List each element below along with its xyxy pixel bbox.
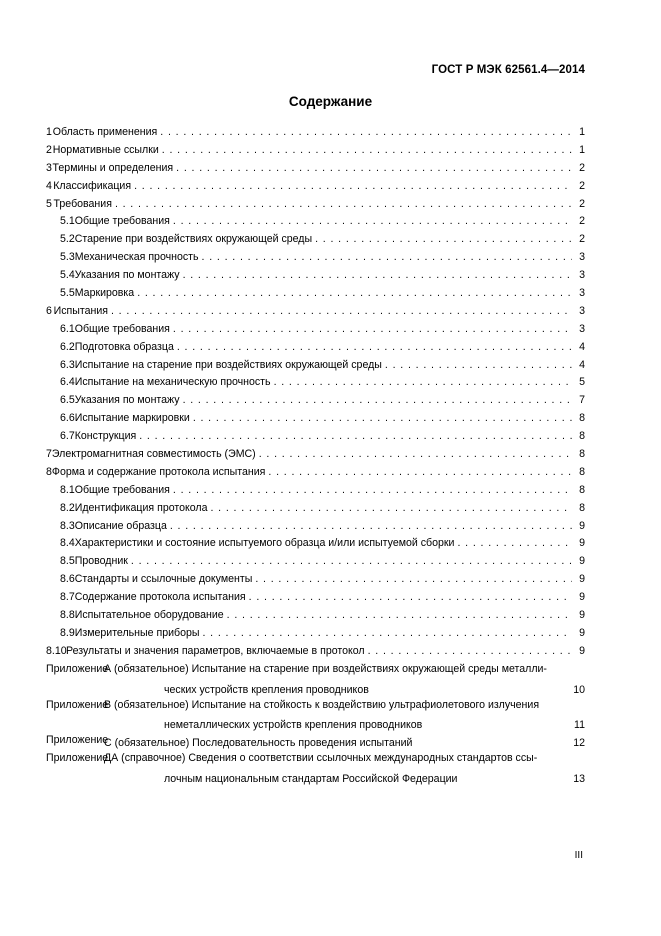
toc-entry-page: 9 <box>579 537 585 550</box>
toc-entry[interactable] <box>46 446 585 464</box>
annex-title-line: А (обязательное) Испытание на старение при воздействиях окружающей среды металли- <box>104 662 547 675</box>
toc-entry[interactable] <box>46 589 585 607</box>
annex-title-continuation: ческих устройств крепления проводников <box>164 683 369 696</box>
toc-entry-title: Измерительные приборы <box>74 626 200 639</box>
toc-entry-title: Идентификация протокола <box>74 501 208 514</box>
toc-entry[interactable] <box>46 500 585 518</box>
annex-title-continuation: лочным национальным стандартам Российской Федерации <box>164 773 458 786</box>
toc-entry[interactable] <box>46 249 585 267</box>
toc-entry-page: 2 <box>579 161 585 174</box>
toc-entry-page: 4 <box>579 358 585 371</box>
dot-leader <box>183 392 572 406</box>
toc-entry-page: 2 <box>579 215 585 228</box>
toc-entry[interactable] <box>46 571 585 589</box>
toc-entry-number: 4 <box>46 179 52 192</box>
toc-entry[interactable] <box>46 482 585 500</box>
toc-entry-number: 6.1 <box>60 322 75 335</box>
toc-entry[interactable] <box>46 518 585 536</box>
toc-entry-number: 8.3 <box>60 519 75 532</box>
toc-entry-number: 8.2 <box>60 501 75 514</box>
toc-entry[interactable] <box>46 142 585 160</box>
toc-entry-page: 8 <box>579 412 585 425</box>
annex-label: Приложение <box>46 698 109 711</box>
toc-entry-number: 6.3 <box>60 358 75 371</box>
dot-leader <box>368 643 572 657</box>
dot-leader <box>177 339 572 353</box>
toc-entry-page: 2 <box>579 197 585 210</box>
toc-entry-title: Испытание на старение при воздействиях окружающей среды <box>74 358 382 371</box>
table-of-contents <box>46 124 585 786</box>
toc-entry-title: Указания по монтажу <box>74 269 180 282</box>
dot-leader <box>170 518 572 532</box>
toc-entry-number: 8.5 <box>60 555 75 568</box>
toc-entry-number: 6.7 <box>60 430 75 443</box>
toc-entry-title: Общие требования <box>74 322 170 335</box>
dot-leader <box>255 571 572 585</box>
toc-entry-title: Описание образца <box>74 519 167 532</box>
dot-leader <box>274 374 572 388</box>
annex-label: Приложение <box>46 752 109 765</box>
dot-leader <box>385 357 572 371</box>
annex-page: 10 <box>573 683 585 696</box>
toc-entry-number: 8.1 <box>60 483 75 496</box>
toc-entry[interactable] <box>46 321 585 339</box>
toc-entry-number: 8 <box>46 465 52 478</box>
toc-entry-number: 5.2 <box>60 233 75 246</box>
toc-entry-number: 6 <box>46 304 52 317</box>
toc-entry-title: Общие требования <box>74 483 170 496</box>
dot-leader <box>111 303 572 317</box>
toc-entry-number: 6.5 <box>60 394 75 407</box>
toc-entry-page: 2 <box>579 179 585 192</box>
dot-leader <box>131 553 572 567</box>
dot-leader <box>134 178 572 192</box>
annex-label: Приложение <box>46 662 109 675</box>
toc-entry-page: 3 <box>579 322 585 335</box>
toc-entry-page: 1 <box>579 126 585 138</box>
toc-entry[interactable] <box>46 267 585 285</box>
dot-leader <box>211 500 573 514</box>
toc-entry-title: Испытание маркировки <box>74 412 190 425</box>
toc-entry-title: Проводник <box>74 555 128 568</box>
toc-entry-title: Стандарты и ссылочные документы <box>74 573 253 586</box>
toc-entry-page: 1 <box>579 143 585 156</box>
annex-entry[interactable] <box>46 697 585 733</box>
toc-entry-title: Электромагнитная совместимость (ЭМС) <box>51 448 256 461</box>
annex-label: Приложение <box>46 734 109 747</box>
toc-entry-title: Старение при воздействиях окружающей среды <box>74 233 313 246</box>
toc-entry[interactable] <box>46 410 585 428</box>
toc-entry-title: Общие требования <box>74 215 170 228</box>
toc-entry-title: Подготовка образца <box>74 340 174 353</box>
toc-entry-page: 3 <box>579 269 585 282</box>
dot-leader <box>460 768 570 782</box>
toc-entry[interactable] <box>46 553 585 571</box>
dot-leader <box>202 249 572 263</box>
toc-entry[interactable] <box>46 357 585 375</box>
toc-entry-title: Испытание на механическую прочность <box>74 376 271 389</box>
toc-entry-page: 8 <box>579 448 585 461</box>
toc-entry-page: 8 <box>579 430 585 443</box>
toc-entry-page: 9 <box>579 644 585 657</box>
toc-entry-title: Испытательное оборудование <box>74 609 224 622</box>
toc-entry[interactable] <box>46 607 585 625</box>
toc-entry[interactable] <box>46 196 585 214</box>
dot-leader <box>268 464 572 478</box>
annex-page: 12 <box>573 737 585 750</box>
toc-entry-number: 8.10 <box>46 644 67 657</box>
annex-title-line: ДА (справочное) Сведения о соответствии ссылочных международных стандартов ссы- <box>104 752 538 765</box>
toc-entry-title: Классификация <box>53 179 132 192</box>
dot-leader <box>259 446 572 460</box>
toc-entry-number: 6.6 <box>60 412 75 425</box>
toc-entry-number: 8.6 <box>60 573 75 586</box>
toc-entry[interactable] <box>46 231 585 249</box>
dot-leader <box>457 535 572 549</box>
toc-entry-page: 7 <box>579 394 585 407</box>
dot-leader <box>415 732 570 746</box>
toc-entry-title: Конструкция <box>74 430 137 443</box>
dot-leader <box>183 267 572 281</box>
toc-entry-page: 9 <box>579 626 585 639</box>
dot-leader <box>173 213 572 227</box>
dot-leader <box>372 679 570 693</box>
toc-entry-number: 5.3 <box>60 251 75 264</box>
toc-entry-page: 9 <box>579 609 585 622</box>
toc-entry[interactable] <box>46 625 585 643</box>
page-title: Содержание <box>288 94 373 109</box>
dot-leader <box>137 285 572 299</box>
toc-entry-title: Результаты и значения параметров, включаемые в протокол <box>66 644 365 657</box>
toc-entry-number: 5.1 <box>60 215 75 228</box>
toc-entry-title: Требования <box>53 197 112 210</box>
toc-entry-page: 3 <box>579 304 585 317</box>
standard-code: ГОСТ Р МЭК 62561.4—2014 <box>431 64 585 76</box>
toc-entry-page: 5 <box>579 376 585 389</box>
toc-entry-title: Испытания <box>53 304 108 317</box>
toc-entry[interactable] <box>46 124 585 142</box>
dot-leader <box>115 196 572 210</box>
dot-leader <box>425 714 571 728</box>
toc-entry-page: 9 <box>579 591 585 604</box>
toc-entry-page: 4 <box>579 340 585 353</box>
dot-leader <box>193 410 572 424</box>
toc-entry-title: Маркировка <box>74 287 135 300</box>
toc-entry-page: 2 <box>579 233 585 246</box>
toc-entry[interactable] <box>46 303 585 321</box>
toc-entry-title: Термины и определения <box>52 161 174 174</box>
toc-entry-title: Содержание протокола испытания <box>74 591 246 604</box>
toc-entry-page: 3 <box>579 287 585 300</box>
toc-entry-page: 8 <box>579 501 585 514</box>
toc-entry-number: 6.4 <box>60 376 75 389</box>
dot-leader <box>315 231 572 245</box>
toc-entry-number: 6.2 <box>60 340 75 353</box>
toc-entry[interactable] <box>46 643 585 661</box>
annex-title-line: С (обязательное) Последовательность проведения испытаний <box>104 737 413 750</box>
toc-entry-number: 7 <box>46 448 52 461</box>
dot-leader <box>139 428 572 442</box>
dot-leader <box>202 625 572 639</box>
page-number: III <box>574 850 583 861</box>
toc-entry[interactable] <box>46 464 585 482</box>
dot-leader <box>173 321 572 335</box>
toc-entry-title: Указания по монтажу <box>74 394 180 407</box>
toc-entry-title: Форма и содержание протокола испытания <box>51 465 266 478</box>
toc-entry-page: 8 <box>579 465 585 478</box>
dot-leader <box>176 160 572 174</box>
toc-entry-title: Область применения <box>52 126 158 138</box>
dot-leader <box>173 482 572 496</box>
toc-entry-number: 5.5 <box>60 287 75 300</box>
toc-entry-title: Механическая прочность <box>74 251 199 264</box>
toc-entry[interactable] <box>46 213 585 231</box>
annex-title-line: В (обязательное) Испытание на стойкость к воздействию ультрафиолетового излучения <box>104 698 540 711</box>
toc-entry-number: 5 <box>46 197 52 210</box>
toc-entry-page: 3 <box>579 251 585 264</box>
toc-entry-title: Характеристики и состояние испытуемого образца и/или испытуемой сборки <box>74 537 455 550</box>
toc-entry[interactable] <box>46 178 585 196</box>
toc-entry-number: 5.4 <box>60 269 75 282</box>
toc-entry-page: 8 <box>579 483 585 496</box>
toc-entry-number: 8.9 <box>60 626 75 639</box>
toc-entry-page: 9 <box>579 573 585 586</box>
dot-leader <box>227 607 572 621</box>
toc-entry[interactable] <box>46 339 585 357</box>
dot-leader <box>249 589 572 603</box>
toc-entry-page: 9 <box>579 555 585 568</box>
annex-entry[interactable] <box>46 732 585 750</box>
toc-entry[interactable] <box>46 428 585 446</box>
toc-entry-number: 2 <box>46 143 52 156</box>
toc-entry-number: 3 <box>46 161 52 174</box>
toc-entry[interactable] <box>46 535 585 553</box>
toc-entry-number: 8.7 <box>60 591 75 604</box>
dot-leader <box>160 124 572 138</box>
toc-entry-title: Нормативные ссылки <box>52 143 159 156</box>
annex-title-continuation: неметаллических устройств крепления проводников <box>164 719 423 732</box>
toc-entry-number: 8.8 <box>60 609 75 622</box>
dot-leader <box>162 142 572 156</box>
annex-entry[interactable] <box>46 750 585 786</box>
toc-entry-number: 8.4 <box>60 537 75 550</box>
toc-entry[interactable] <box>46 392 585 410</box>
toc-entry[interactable] <box>46 374 585 392</box>
toc-entry[interactable] <box>46 160 585 178</box>
toc-entry-number: 1 <box>46 126 52 138</box>
annex-page: 13 <box>573 773 585 786</box>
annex-page: 11 <box>574 719 585 732</box>
toc-entry[interactable] <box>46 285 585 303</box>
annex-entry[interactable] <box>46 661 585 697</box>
toc-entry-page: 9 <box>579 519 585 532</box>
